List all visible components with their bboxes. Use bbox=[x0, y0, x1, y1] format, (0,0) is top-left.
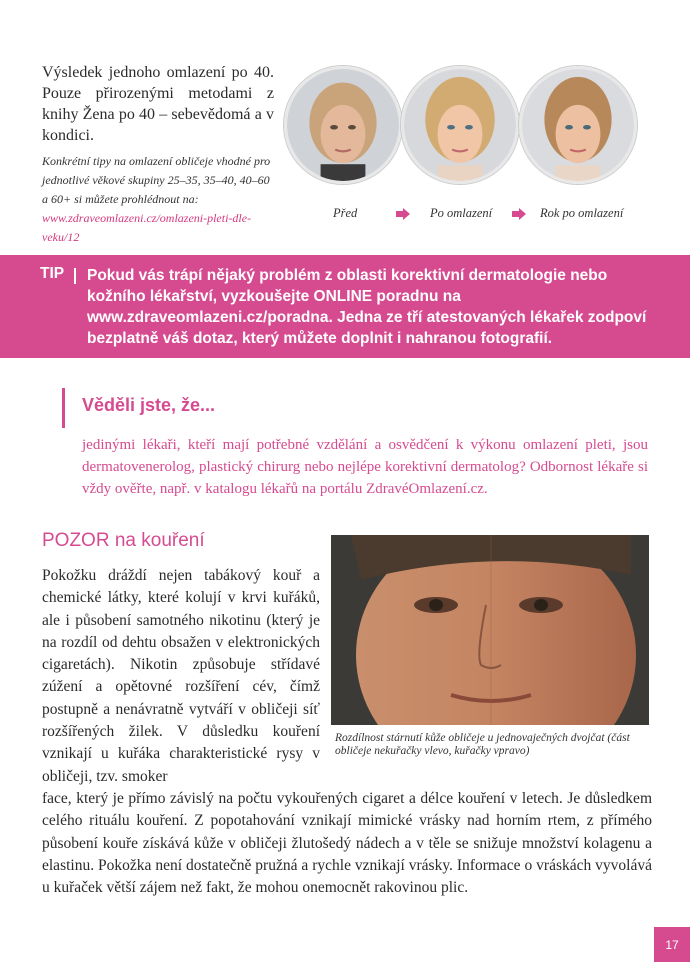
tip-banner bbox=[0, 255, 690, 358]
face-label-before: Před bbox=[333, 206, 358, 220]
face-label-after: Po omlazení bbox=[430, 206, 493, 220]
did-you-know-title: Věděli jste, že... bbox=[82, 395, 216, 415]
face-after-image bbox=[401, 66, 519, 184]
tip-text: Pokud vás trápí nějaký problém z oblasti korektivní dermatologie nebo kožního lékařství, vyzkoušejte ONLINE poradnu na www.zdraveomlazeni.cz/poradna. Jedna ze tří atestovaných lékařek zodpoví bezplatně váš dotaz, který můžete doplnit i nahranou fotografií. bbox=[87, 267, 647, 347]
warning-title: POZOR na kouření bbox=[42, 530, 205, 551]
warning-body-left: Pokožku dráždí nejen tabákový kouř a chemické látky, které kolují v krvi kuřáků, ale i působení samotného nikotinu (který je na rozdíl od dehtu obsažen v elektronických cigaretách). Nikotin způsobuje střídavé zúžení a opětovné rozšíření cév, čímž postupně a nenávratně vytváří v obličeji síť rozšířených žilek. V důsledku kouření vznikají u kuřáka charakteristické rysy v obličeji, tzv. smoker bbox=[42, 567, 320, 785]
arrow-right-icon bbox=[396, 208, 410, 220]
face-before-image bbox=[284, 66, 402, 184]
tip-divider bbox=[74, 268, 76, 284]
did-you-know-accent-bar bbox=[62, 388, 65, 428]
photo-caption: Rozdílnost stárnutí kůže obličeje u jednovaječných dvojčat (část obličeje nekuřačky vlevo, kuřačky vpravo) bbox=[335, 732, 630, 757]
intro-tips bbox=[42, 152, 274, 247]
face-label-year-after: Rok po omlazení bbox=[540, 206, 624, 220]
twins-face-photo bbox=[331, 535, 649, 725]
warning-body-full: face, který je přímo závislý na počtu vykouřených cigaret a délce kouření v letech. Je důsledkem celého rituálu kouření. Z popotahování vznikají mimické vrásky nad horním rtem, z přímého působení kouře získává kůže v obličeji žlutošedý nádech a v těle se snižuje množství kolagenu a elastinu. Pokožka není dostatečně pružná a rychle vznikají vrásky. Informace o vráskách vyvolává u kuřaček větší zájem než fakt, že mohou onemocnět rakovinou plic. bbox=[42, 790, 652, 897]
tip-label: TIP bbox=[40, 265, 65, 282]
did-you-know-text: jedinými lékaři, kteří mají potřebné vzdělání a osvědčení k výkonu omlazení pleti, jsou dermatovenerolog, plastický chirurg nebo nejlépe korektivní dermatolog? Odbornost lékaře si vždy ověřte, např. v katalogu lékařů na portálu ZdravéOmlazení.cz. bbox=[82, 437, 648, 497]
arrow-right-icon bbox=[512, 208, 526, 220]
intro-tips-text: Konkrétní tipy na omlazení obličeje vhodné pro jednotlivé věkové skupiny 25–35, 35–40, 40–60 a 60+ si můžete prohlédnout na: bbox=[42, 154, 271, 206]
intro-tips-link[interactable]: www.zdraveomlazeni.cz/omlazeni-pleti-dle-veku/12 bbox=[42, 211, 252, 244]
intro-text: Výsledek jednoho omlazení po 40. Pouze přirozenými metodami z knihy Žena po 40 – sebevědomá a v kondici. bbox=[42, 64, 274, 144]
face-year-after-image bbox=[519, 66, 637, 184]
page-number: 17 bbox=[654, 927, 690, 962]
